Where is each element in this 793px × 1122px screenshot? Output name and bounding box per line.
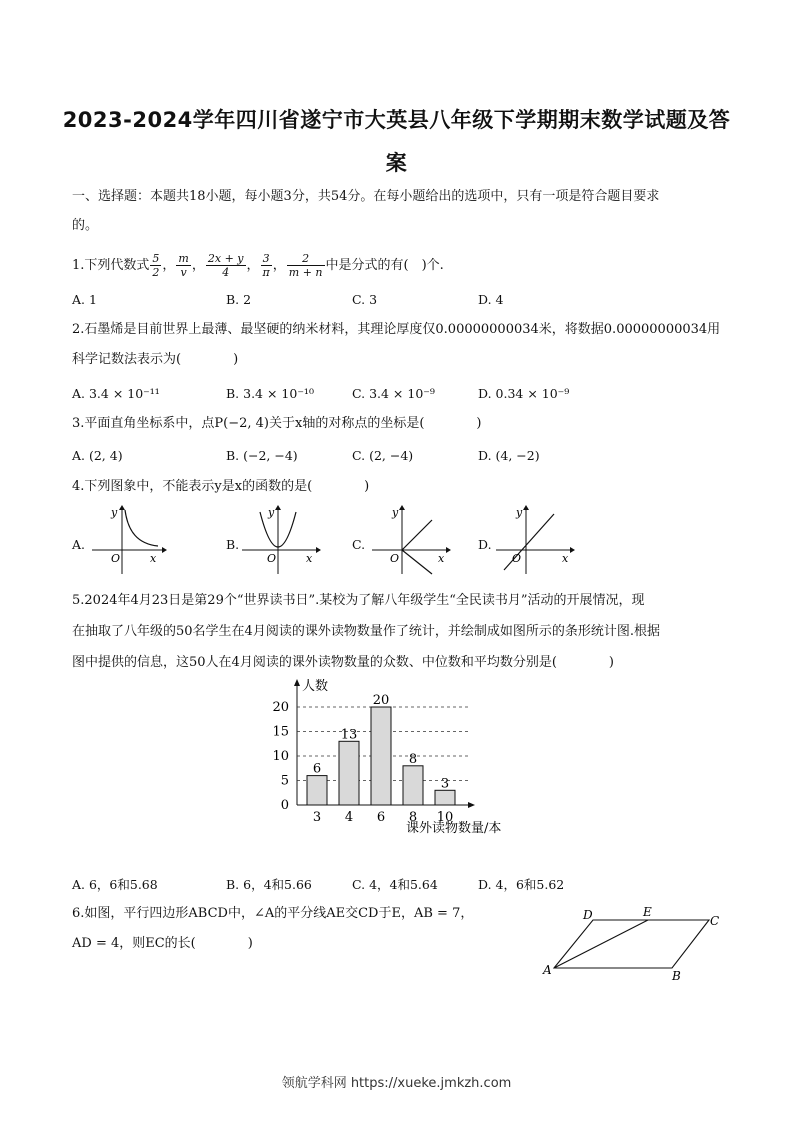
q1-fraction-2: $\frac{m}{v}$	[178, 252, 189, 279]
q1-option-b: B. 2	[226, 292, 252, 307]
section-instructions-line2: 的。	[72, 218, 99, 233]
q4b-x-label: x	[306, 552, 313, 565]
q4-graph-c	[368, 502, 453, 577]
parallelogram-abcd	[554, 920, 709, 968]
q2-option-a: A. 3.4 × 10⁻¹¹	[72, 386, 160, 401]
q5-option-d: D. 4，6和5.62	[478, 877, 565, 892]
page-title-line1: 2023-2024学年四川省遂宁市大英县八年级下学期期末数学试题及答	[62, 108, 731, 132]
bar-value-label: 13	[340, 727, 358, 743]
bar	[403, 766, 423, 805]
q1-fraction-1: $\frac{5}{2}$	[152, 252, 160, 279]
section-instructions-line1: 一、选择题：本题共18小题，每小题3分，共54分。在每小题给出的选项中，只有一项是符合题目要求	[72, 189, 660, 204]
q3-option-b: B. (−2, −4)	[226, 448, 298, 463]
q5-option-a: A. 6，6和5.68	[72, 877, 158, 892]
label-a: A	[543, 963, 552, 977]
x-tick-label: 6	[376, 810, 386, 825]
question-2-line2: 科学记数法表示为( )	[72, 352, 239, 367]
q3-option-c: C. (2, −4)	[352, 448, 414, 463]
q4c-x-label: x	[438, 552, 445, 565]
q4-option-c-label: C.	[352, 537, 366, 552]
page-footer: 领航学科网 https://xueke.jmkzh.com	[281, 1076, 512, 1091]
x-tick-label: 10	[436, 810, 454, 825]
label-c: C	[710, 914, 720, 928]
q3-option-d: D. (4, −2)	[478, 448, 540, 463]
y-tick-label: 15	[272, 724, 289, 740]
q1-fraction-4: $\frac{3}{\pi}$	[262, 252, 270, 279]
q1-option-a: A. 1	[72, 292, 97, 307]
label-b: B	[672, 969, 681, 983]
y-axis-arrow	[294, 679, 300, 686]
q5-option-c: C. 4，4和5.64	[352, 877, 438, 892]
y-tick-label: 20	[272, 700, 289, 715]
q4b-origin-label: O	[267, 552, 277, 565]
q4d-y-label: y	[516, 506, 523, 519]
q1-fraction-3: $\frac{2x + y}{4}$	[207, 252, 244, 279]
q1-suffix: 中是分式的有( )个.	[325, 258, 444, 273]
label-d: D	[583, 908, 593, 922]
y-tick-label: 0	[280, 798, 289, 813]
q4c-origin-label: O	[390, 552, 400, 565]
x-axis-label: 课外读物数量/本	[406, 821, 502, 836]
x-tick-label: 4	[344, 810, 354, 825]
bar	[435, 790, 455, 805]
q4-option-b-label: B.	[226, 537, 240, 552]
q4-graph-a	[88, 502, 168, 577]
y-axis-label: 人数	[302, 679, 329, 694]
q4-graph-d	[492, 502, 577, 577]
question-6-line2: AD = 4，则EC的长( )	[72, 936, 253, 951]
q1-option-d: D. 4	[478, 292, 504, 307]
q4b-y-label: y	[268, 506, 275, 519]
x-axis-arrow	[468, 802, 475, 808]
x-tick-label: 8	[408, 810, 418, 825]
bar	[307, 776, 327, 805]
question-4: 4.下列图象中，不能表示y是x的函数的是( )	[72, 479, 370, 494]
x-tick-label: 3	[312, 810, 322, 825]
y-tick-label: 10	[272, 749, 289, 764]
bar-value-label: 6	[312, 761, 322, 777]
q2-option-d: D. 0.34 × 10⁻⁹	[478, 386, 570, 401]
bar-chart	[262, 674, 542, 844]
question-3: 3.平面直角坐标系中，点P(−2, 4)关于x轴的对称点的坐标是( )	[72, 416, 482, 431]
bisector-ae	[554, 920, 648, 968]
q4-option-d-label: D.	[478, 537, 492, 552]
page-title-line2: 案	[385, 151, 408, 175]
q2-option-b: B. 3.4 × 10⁻¹⁰	[226, 386, 314, 401]
y-tick-label: 5	[280, 773, 289, 789]
q4a-origin-label: O	[111, 552, 121, 565]
q4-graph-b	[238, 502, 323, 577]
question-2-line1: 2.石墨烯是目前世界上最薄、最坚硬的纳米材料，其理论厚度仅0.00000000034米，将数据0.00000000034用	[72, 322, 721, 337]
q4a-y-label: y	[111, 506, 118, 519]
question-5-line2: 在抽取了八年级的50名学生在4月阅读的课外读物数量作了统计，并绘制成如图所示的条形统计图.根据	[72, 624, 660, 639]
label-e: E	[643, 905, 652, 919]
bar	[339, 741, 359, 805]
q2-option-c: C. 3.4 × 10⁻⁹	[352, 386, 435, 401]
bar-value-label: 8	[408, 751, 418, 767]
question-6-line1: 6.如图，平行四边形ABCD中，∠A的平分线AE交CD于E，AB = 7，	[72, 906, 474, 921]
q1-fraction-5: $\frac{2}{m + n}$	[288, 252, 323, 279]
q4d-origin-label: O	[512, 552, 522, 565]
q4a-x-label: x	[150, 552, 157, 565]
parallelogram-figure	[538, 900, 728, 985]
question-1: 1.下列代数式 $\frac{5}{2}$ ， $\frac{m}{v}$ ， $\frac{2x + y}{4}$ ， $\frac{3}{\pi}$ ， $\frac{2}{m + n}$ 中是分式的有( )个.	[72, 252, 444, 279]
q4d-x-label: x	[562, 552, 569, 565]
q5-option-b: B. 6，4和5.66	[226, 877, 312, 892]
bar	[371, 707, 391, 805]
question-5-line3: 图中提供的信息，这50人在4月阅读的课外读物数量的众数、中位数和平均数分别是( )	[72, 655, 614, 670]
bar-value-label: 20	[372, 693, 390, 708]
q4-option-a-label: A.	[72, 537, 86, 552]
q1-prefix: 1.下列代数式	[72, 258, 150, 273]
q4c-y-label: y	[392, 506, 399, 519]
bar-value-label: 3	[440, 776, 450, 792]
question-5-line1: 5.2024年4月23日是第29个“世界读书日”.某校为了解八年级学生“全民读书月”活动的开展情况，现	[72, 593, 645, 608]
q1-option-c: C. 3	[352, 292, 378, 307]
q3-option-a: A. (2, 4)	[72, 448, 123, 463]
